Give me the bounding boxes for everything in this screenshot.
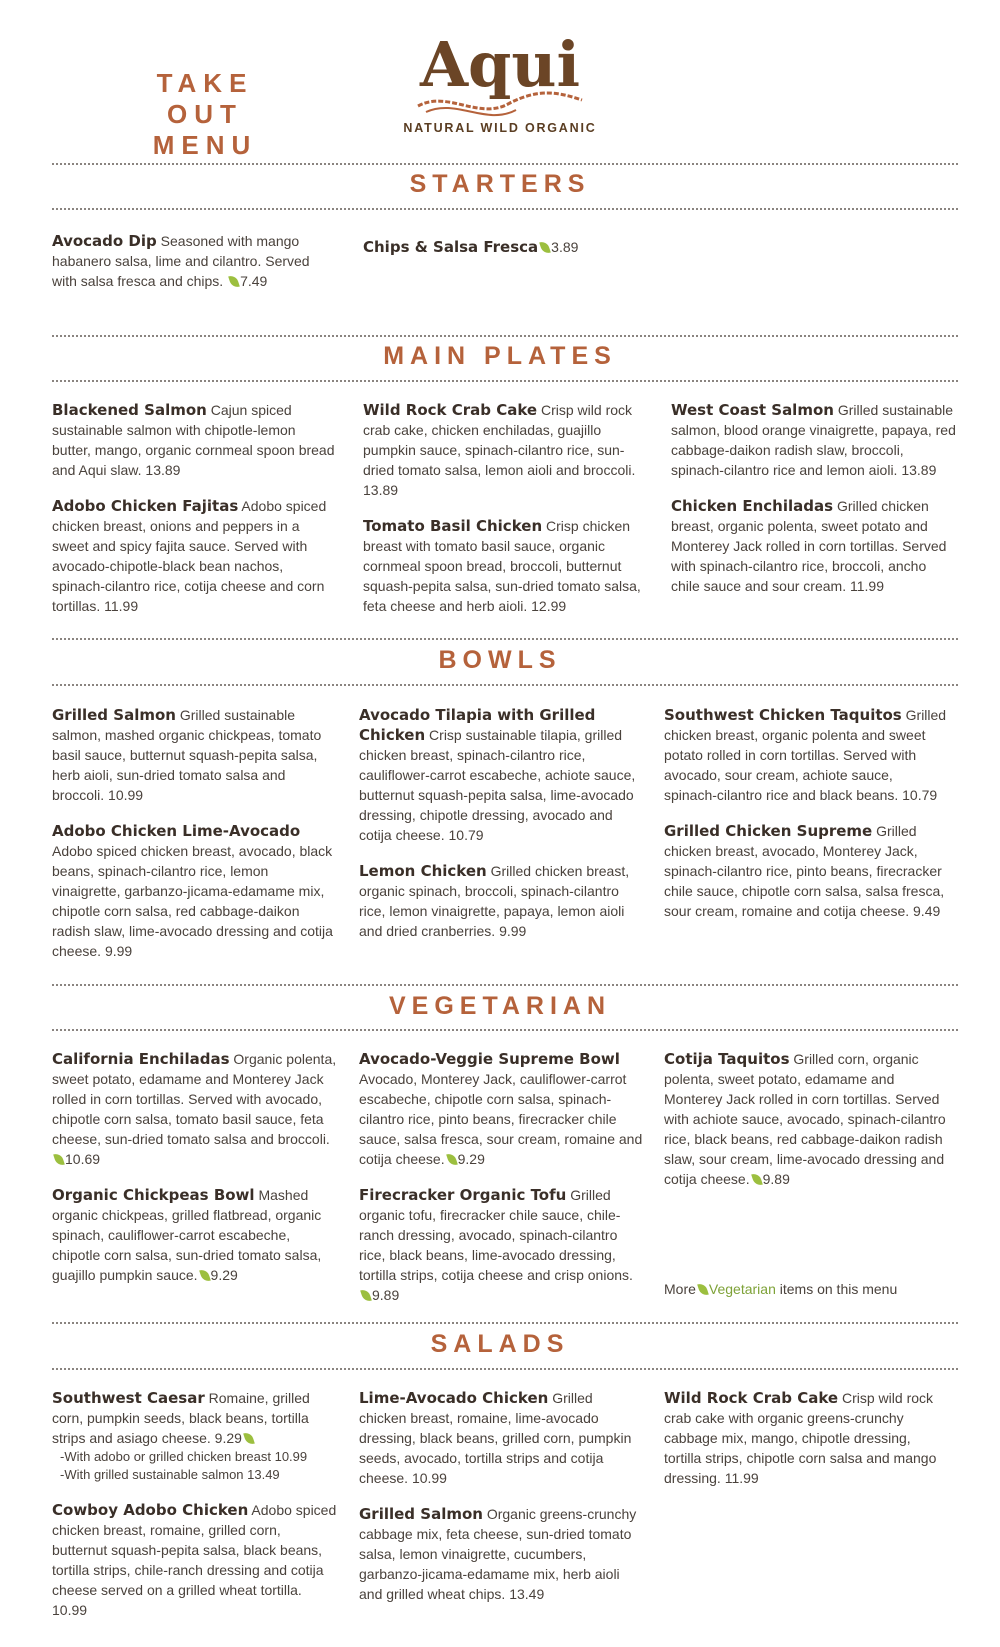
- vegetarian-leaf-icon: [53, 1152, 65, 1167]
- item-price: 12.99: [531, 598, 567, 614]
- note-rest: items on this menu: [779, 1281, 898, 1297]
- item-name: Grilled Salmon: [359, 1505, 483, 1523]
- vegetarian-leaf-icon: [697, 1282, 709, 1297]
- dotted-divider: [52, 163, 958, 165]
- dotted-divider: [52, 1322, 958, 1324]
- item-price: 11.99: [724, 1470, 759, 1486]
- item-price: 13.89: [363, 482, 399, 498]
- menu-item: [52, 400, 337, 480]
- item-desc: Grilled chicken breast, romaine, lime-avocado dressing, black beans, grilled corn, pumpkin seeds, avocado, tortilla strips and cotija cheese.: [359, 1390, 632, 1486]
- vegetarian-leaf-icon: [539, 240, 551, 255]
- dotted-divider: [52, 208, 958, 210]
- item-name: Wild Rock Crab Cake: [664, 1389, 839, 1407]
- menu-item: [363, 516, 648, 616]
- logo-rope-tail: [426, 108, 516, 115]
- item-name: Lime-Avocado Chicken: [359, 1389, 549, 1407]
- item-name: Avocado Dip: [52, 232, 157, 250]
- item-desc: Romaine, grilled corn, pumpkin seeds, black beans, tortilla strips and asiago cheese.: [52, 1390, 310, 1446]
- menu-item: [664, 821, 949, 921]
- dotted-divider: [52, 1368, 958, 1370]
- item-desc: Grilled sustainable salmon, mashed organic chickpeas, tomato basil sauce, butternut squash-pepita salsa, herb aioli, sun-dried tomato salsa and broccoli.: [52, 707, 322, 803]
- bowls-col-1: [52, 705, 337, 977]
- item-desc: Adobo spiced chicken breast, romaine, grilled corn, butternut squash-pepita salsa, black beans, tortilla strips, chile-ranch dressing and cotija cheese served on a grilled wheat tortilla.: [52, 1502, 337, 1598]
- vegetarian-leaf-icon: [751, 1172, 763, 1187]
- item-name: Adobo Chicken Fajitas: [52, 497, 239, 515]
- item-name: Avocado Tilapia with Grilled Chicken: [359, 706, 596, 744]
- section-title-main-plates: MAIN PLATES: [383, 342, 617, 370]
- item-price: 9.89: [372, 1287, 400, 1303]
- main-col-3: [671, 400, 956, 612]
- item-name: West Coast Salmon: [671, 401, 834, 419]
- item-name: Adobo Chicken Lime-Avocado: [52, 822, 301, 840]
- item-desc: Grilled corn, organic polenta, sweet potato, edamame and Monterey Jack rolled in corn tortillas. Served with achiote sauce, avocado, spinach-cilantro rice, black beans, red cabbage-daikon radish slaw, sour cream, lime-avocado dressing and cotija cheese.: [664, 1051, 946, 1187]
- menu-item: [52, 496, 337, 616]
- menu-item: [664, 1049, 949, 1189]
- bowls-col-2: [359, 705, 644, 957]
- menu-item: [359, 1185, 644, 1305]
- item-price: 9.89: [762, 1171, 790, 1187]
- item-price: 10.99: [108, 787, 144, 803]
- item-name: Grilled Salmon: [52, 706, 176, 724]
- menu-item: [359, 1049, 644, 1169]
- menu-item: [664, 1388, 949, 1488]
- item-desc: Grilled chicken breast, organic polenta, sweet potato and Monterey Jack rolled in corn tortillas. Served with spinach-cilantro rice, broccoli, ancho chile sauce and sour cream.: [671, 498, 947, 594]
- item-desc: Grilled organic tofu, firecracker chile sauce, chile-ranch dressing, avocado, spinach-cilantro rice, black beans, lime-avocado dressing, tortilla strips, cotija cheese and crisp onions.: [359, 1187, 633, 1283]
- item-name: Wild Rock Crab Cake: [363, 401, 538, 419]
- takeout-title: [120, 68, 290, 161]
- item-desc: Crisp chicken breast with tomato basil sauce, organic cornmeal spoon bread, broccoli, butternut squash-pepita salsa, sun-dried tomato salsa, feta cheese and herb aioli.: [363, 518, 641, 614]
- item-desc: Crisp wild rock crab cake with organic greens-crunchy cabbage mix, mango, chipotle dressing, tortilla strips, chipotle corn salsa and mango dressing.: [664, 1390, 937, 1486]
- item-price: 9.99: [499, 923, 527, 939]
- item-price: 10.79: [448, 827, 484, 843]
- menu-item: [52, 1500, 337, 1620]
- menu-item: [359, 861, 644, 941]
- item-price: 10.69: [65, 1151, 101, 1167]
- vegetarian-note: [664, 1279, 949, 1299]
- menu-item: [664, 705, 949, 805]
- item-price: 9.29: [457, 1151, 485, 1167]
- dotted-divider: [52, 984, 958, 986]
- menu-item: [359, 1388, 644, 1488]
- item-option: -With adobo or grilled chicken breast 10.99: [60, 1449, 308, 1464]
- section-title-starters: STARTERS: [409, 170, 591, 198]
- menu-item: [52, 1388, 337, 1484]
- item-price: 7.49: [240, 273, 268, 289]
- salads-col-3: [664, 1388, 949, 1504]
- salads-col-2: [359, 1388, 644, 1620]
- menu-item: [359, 705, 644, 845]
- item-desc: Grilled chicken breast, avocado, Monterey Jack, spinach-cilantro rice, pinto beans, firecracker chile sauce, chipotle corn salsa, salsa fresca, sour cream, romaine and cotija cheese.: [664, 823, 945, 919]
- item-price: 11.99: [104, 598, 139, 614]
- item-name: Avocado-Veggie Supreme Bowl: [359, 1050, 620, 1068]
- menu-item: [671, 496, 956, 596]
- dotted-divider: [52, 1029, 958, 1031]
- section-title-vegetarian: VEGETARIAN: [388, 992, 612, 1020]
- item-price: 10.99: [52, 1602, 88, 1618]
- vegetarian-leaf-icon: [228, 274, 240, 289]
- starters-col-1: [52, 231, 327, 307]
- item-name: Blackened Salmon: [52, 401, 207, 419]
- item-name: Cowboy Adobo Chicken: [52, 1501, 249, 1519]
- item-price: 10.99: [411, 1470, 447, 1486]
- item-price: 9.99: [104, 943, 133, 959]
- salads-col-1: [52, 1388, 337, 1636]
- item-name: Southwest Caesar: [52, 1389, 205, 1407]
- item-option: -With grilled sustainable salmon 13.49: [60, 1467, 280, 1482]
- item-price: 13.49: [509, 1586, 545, 1602]
- bowls-col-3: [664, 705, 949, 937]
- item-name: Tomato Basil Chicken: [363, 517, 543, 535]
- menu-item: [671, 400, 956, 480]
- menu-item: [363, 400, 648, 500]
- item-name: Southwest Chicken Taquitos: [664, 706, 902, 724]
- item-desc: Avocado, Monterey Jack, cauliflower-carrot escabeche, chipotle corn salsa, spinach-cilantro rice, pinto beans, firecracker chile sauce, salsa fresca, sour cream, romaine and cotija cheese.: [359, 1071, 643, 1167]
- item-name: Lemon Chicken: [359, 862, 487, 880]
- vegetarian-leaf-icon: [360, 1288, 372, 1303]
- logo-tagline: NATURAL WILD ORGANIC: [403, 121, 597, 135]
- item-desc: Seasoned with mango habanero salsa, lime and cilantro. Served with salsa fresca and chips.: [52, 233, 310, 289]
- item-desc: Organic greens-crunchy cabbage mix, feta cheese, sun-dried tomato salsa, lemon vinaigrette, cucumbers, garbanzo-jicama-edamame mix, herb aioli and grilled wheat chips.: [359, 1506, 637, 1602]
- aqui-logo: [390, 28, 610, 148]
- logo-wordmark: Aqui: [419, 28, 581, 101]
- main-col-2: [363, 400, 648, 632]
- item-desc: Grilled chicken breast, organic polenta and sweet potato rolled in corn tortillas. Served with avocado, sour cream, achiote sauce, spinach-cilantro rice and black beans.: [664, 707, 947, 803]
- item-name: Organic Chickpeas Bowl: [52, 1186, 255, 1204]
- item-price: 9.29: [210, 1267, 238, 1283]
- item-desc: Grilled sustainable salmon, blood orange vinaigrette, papaya, red cabbage-daikon radish slaw, broccoli, spinach-cilantro rice and lemon aioli.: [671, 402, 956, 478]
- item-price: 9.29: [214, 1430, 242, 1446]
- takeout-line2: MENU: [152, 130, 258, 160]
- veg-col-3: [664, 1049, 949, 1205]
- veg-col-1: [52, 1049, 337, 1301]
- vegetarian-leaf-icon: [446, 1152, 458, 1167]
- takeout-line1: TAKE OUT: [156, 68, 254, 129]
- item-name: Grilled Chicken Supreme: [664, 822, 873, 840]
- item-name: Chicken Enchiladas: [671, 497, 834, 515]
- item-desc: Crisp wild rock crab cake, chicken enchiladas, guajillo pumpkin sauce, spinach-cilantro rice, sun-dried tomato salsa, lemon aioli and broccoli.: [363, 402, 636, 478]
- section-title-salads: SALADS: [430, 1330, 570, 1358]
- item-name: Cotija Taquitos: [664, 1050, 790, 1068]
- item-desc: Cajun spiced sustainable salmon with chipotle-lemon butter, mango, organic cornmeal spoon bread and Aqui slaw.: [52, 402, 335, 478]
- starters-col-2: [363, 237, 648, 273]
- item-price: 11.99: [849, 578, 884, 594]
- dotted-divider: [52, 684, 958, 686]
- item-name: Firecracker Organic Tofu: [359, 1186, 567, 1204]
- item-name: California Enchiladas: [52, 1050, 230, 1068]
- dotted-divider: [52, 335, 958, 337]
- item-price: 10.79: [902, 787, 938, 803]
- item-desc: Grilled chicken breast, organic spinach, broccoli, spinach-cilantro rice, lemon vinaigrette, papaya, lemon aioli and dried cranberries.: [359, 863, 630, 939]
- item-price: 13.89: [901, 462, 937, 478]
- menu-item: [52, 1049, 337, 1169]
- item-price: 13.89: [145, 462, 181, 478]
- vegetarian-leaf-icon: [243, 1431, 255, 1446]
- menu-item: [52, 821, 337, 961]
- main-col-1: [52, 400, 337, 632]
- dotted-divider: [52, 638, 958, 640]
- item-price: 3.89: [551, 239, 579, 255]
- veg-col-2: [359, 1049, 644, 1321]
- note-more: More: [664, 1281, 696, 1297]
- item-desc: Mashed organic chickpeas, grilled flatbread, organic spinach, cauliflower-carrot escabeche, chipotle corn salsa, sun-dried tomato salsa, guajillo pumpkin sauce.: [52, 1187, 322, 1283]
- item-desc: Adobo spiced chicken breast, onions and peppers in a sweet and spicy fajita sauce. Served with avocado-chipotle-black bean nachos, spinach-cilantro rice, cotija cheese and corn tortillas.: [52, 498, 327, 614]
- menu-item: [363, 237, 648, 257]
- section-title-bowls: BOWLS: [438, 646, 562, 674]
- dotted-divider: [52, 380, 958, 382]
- menu-item: [52, 1185, 337, 1285]
- item-desc: Crisp sustainable tilapia, grilled chicken breast, spinach-cilantro rice, cauliflower-carrot escabeche, achiote sauce, butternut squash-pepita salsa, lime-avocado dressing, chipotle dressing, avocado and cotija cheese.: [359, 727, 636, 843]
- item-desc: Adobo spiced chicken breast, avocado, black beans, spinach-cilantro rice, lemon vinaigrette, garbanzo-jicama-edamame mix, chipotle corn salsa, red cabbage-daikon radish slaw, lime-avocado dressing and cotija cheese.: [52, 843, 333, 959]
- item-name: Chips & Salsa Fresca: [363, 238, 539, 256]
- item-desc: Organic polenta, sweet potato, edamame and Monterey Jack rolled in corn tortillas. Served with avocado, chipotle corn salsa, tomato basil sauce, feta cheese, sun-dried tomato salsa and broccoli.: [52, 1051, 337, 1147]
- menu-item: [359, 1504, 644, 1604]
- item-price: 9.49: [913, 903, 941, 919]
- menu-item: [52, 231, 327, 291]
- menu-item: [52, 705, 337, 805]
- logo-graphic: [408, 28, 592, 120]
- note-vegetarian-word: Vegetarian: [708, 1281, 776, 1297]
- vegetarian-leaf-icon: [199, 1268, 211, 1283]
